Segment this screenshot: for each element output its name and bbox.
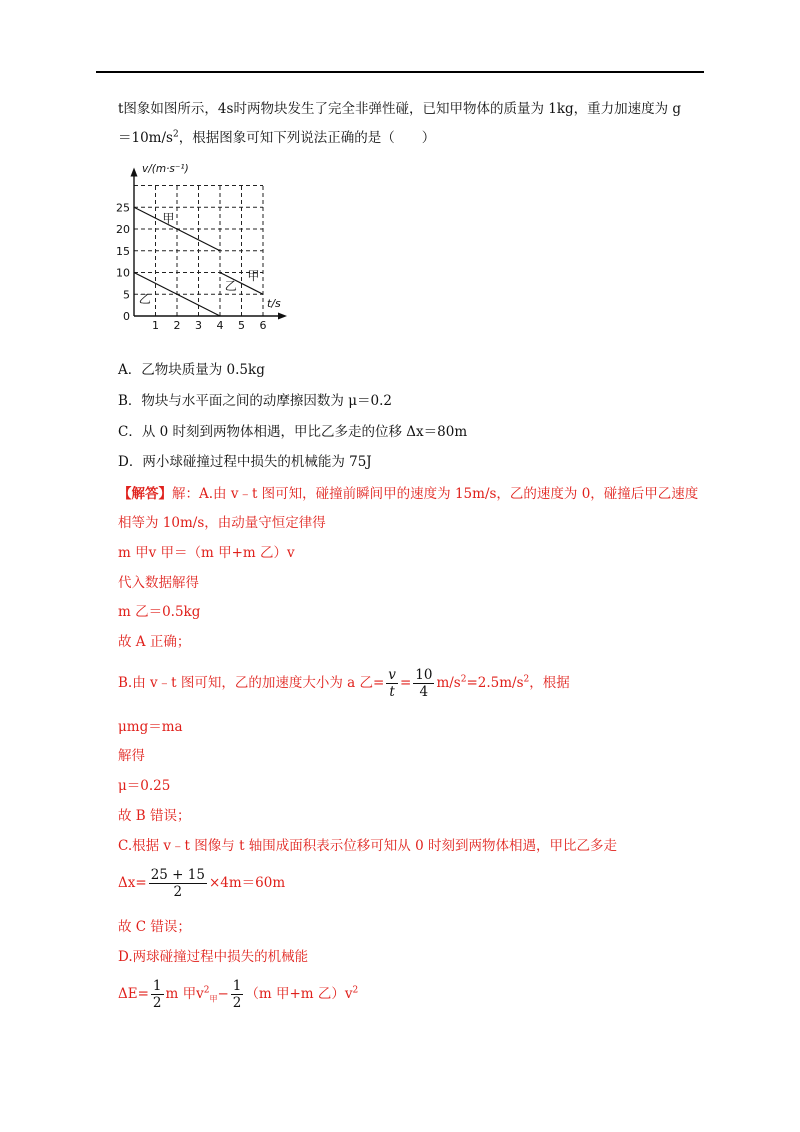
superscript: 2 (172, 129, 179, 140)
answer-text: B.由 v﹣t 图可知，乙的加速度大小为 a 乙= (118, 675, 385, 691)
x-tick-label: 3 (195, 319, 202, 332)
answer-eq-momentum: m 甲v 甲＝（m 甲+m 乙）v (118, 545, 295, 561)
answer-text: ×4m＝60m (208, 875, 286, 891)
chart-axes (131, 168, 288, 320)
header-rule (96, 71, 704, 73)
fraction-half (151, 978, 164, 1011)
fraction-v-t (386, 667, 398, 700)
series-annotation: 甲 (162, 211, 175, 226)
superscript: 2 (352, 985, 359, 996)
x-tick-label: 6 (259, 319, 267, 332)
answer-tag: 【解答】 (118, 486, 172, 502)
fraction-half (231, 978, 244, 1011)
y-tick-label: 0 (123, 310, 130, 323)
answer-eq-mu: μ＝0.25 (118, 778, 171, 794)
question-text: ，根据图象可知下列说法正确的是（ ） (178, 130, 436, 146)
option-b: B．物块与水平面之间的动摩擦因数为 μ＝0.2 (118, 393, 392, 409)
x-tick-label: 5 (238, 319, 245, 332)
fraction-10-4 (413, 667, 434, 700)
option-c: C．从 0 时刻到两物体相遇，甲比乙多走的位移 Δx＝80m (118, 424, 468, 440)
y-tick-label: 10 (116, 266, 130, 280)
answer-eq-mass: m 乙＝0.5kg (118, 604, 201, 620)
fraction-numerator: 25 + 15 (150, 867, 205, 883)
y-tick-label: 15 (116, 244, 130, 258)
fraction-numerator: 10 (415, 667, 433, 683)
fraction-numerator: 1 (232, 978, 242, 994)
y-axis-arrow (131, 168, 138, 177)
x-tick-label: 2 (173, 319, 181, 332)
answer-text: m 甲v (165, 986, 204, 1002)
answer-conclusion-c: 故 C 错误； (118, 919, 191, 935)
x-axis-arrow (278, 313, 287, 320)
fraction-numerator: 1 (152, 978, 162, 994)
y-tick-label: 20 (116, 223, 130, 236)
answer-line-2: 相等为 10m/s，由动量守恒定律得 (118, 515, 326, 531)
y-tick-label: 5 (123, 288, 130, 302)
question-text: ＝10m/s (118, 130, 173, 146)
fraction-numerator: v (388, 667, 396, 683)
answer-b-line-1 (118, 664, 570, 702)
y-axis-label: v/(m·s⁻¹) (142, 163, 189, 175)
answer-text: （m 甲+m 乙）v (245, 986, 353, 1002)
superscript: 2 (203, 985, 210, 996)
fraction-denominator: 2 (152, 995, 162, 1011)
series-annotation: 乙 (224, 278, 237, 293)
question-line-2 (118, 128, 435, 148)
x-tick-label: 4 (216, 319, 224, 332)
fraction-denominator: 2 (173, 884, 183, 900)
answer-d-eq (118, 975, 358, 1013)
x-tick-label: 1 (152, 319, 159, 332)
answer-c-line-1: C.根据 v﹣t 图像与 t 轴围成面积表示位移可知从 0 时刻到两物体相遇，甲比乙多走 (118, 838, 617, 854)
option-a: A．乙物块质量为 0.5kg (118, 362, 265, 378)
subscript: 甲 (209, 994, 218, 1004)
series-annotation: 乙 (138, 291, 151, 306)
question-line-1: t图象如图所示，4s时两物块发生了完全非弹性碰，已知甲物体的质量为 1kg，重力加速度为 g (118, 101, 682, 117)
fraction-sum (149, 867, 207, 900)
fraction-denominator: 2 (232, 995, 242, 1011)
answer-d-line-1: D.两球碰撞过程中损失的机械能 (118, 949, 309, 965)
superscript: 2 (523, 674, 530, 685)
answer-text: 解：A.由 v﹣t 图可知，碰撞前瞬间甲的速度为 15m/s，乙的速度为 0，碰撞后甲乙速度 (172, 486, 699, 502)
minus-sign: − (217, 986, 229, 1002)
answer-c-eq (118, 864, 285, 902)
answer-text: =2.5m/s (466, 675, 524, 691)
answer-text: ΔE= (118, 986, 149, 1002)
answer-b-line-3: 解得 (118, 748, 145, 764)
equals-sign: = (399, 675, 412, 691)
answer-line-1 (118, 484, 698, 504)
x-axis-label: t/s (267, 297, 281, 310)
option-d: D．两小球碰撞过程中损失的机械能为 75J (118, 454, 372, 470)
answer-text: ，根据 (529, 675, 570, 691)
answer-line-3: 代入数据解得 (118, 575, 199, 591)
series-annotation: 甲 (247, 268, 260, 283)
fraction-denominator: 4 (419, 684, 429, 700)
answer-text: Δx= (118, 875, 147, 891)
unit-text: m/s (436, 675, 461, 691)
answer-conclusion-b: 故 B 错误； (118, 808, 191, 824)
fraction-denominator: t (389, 684, 395, 700)
answer-conclusion-a: 故 A 正确； (118, 634, 191, 650)
velocity-time-chart (112, 160, 302, 340)
superscript: 2 (460, 674, 467, 685)
y-tick-label: 25 (116, 201, 130, 215)
chart-grid (134, 186, 263, 317)
answer-eq-friction: μmg＝ma (118, 719, 183, 735)
